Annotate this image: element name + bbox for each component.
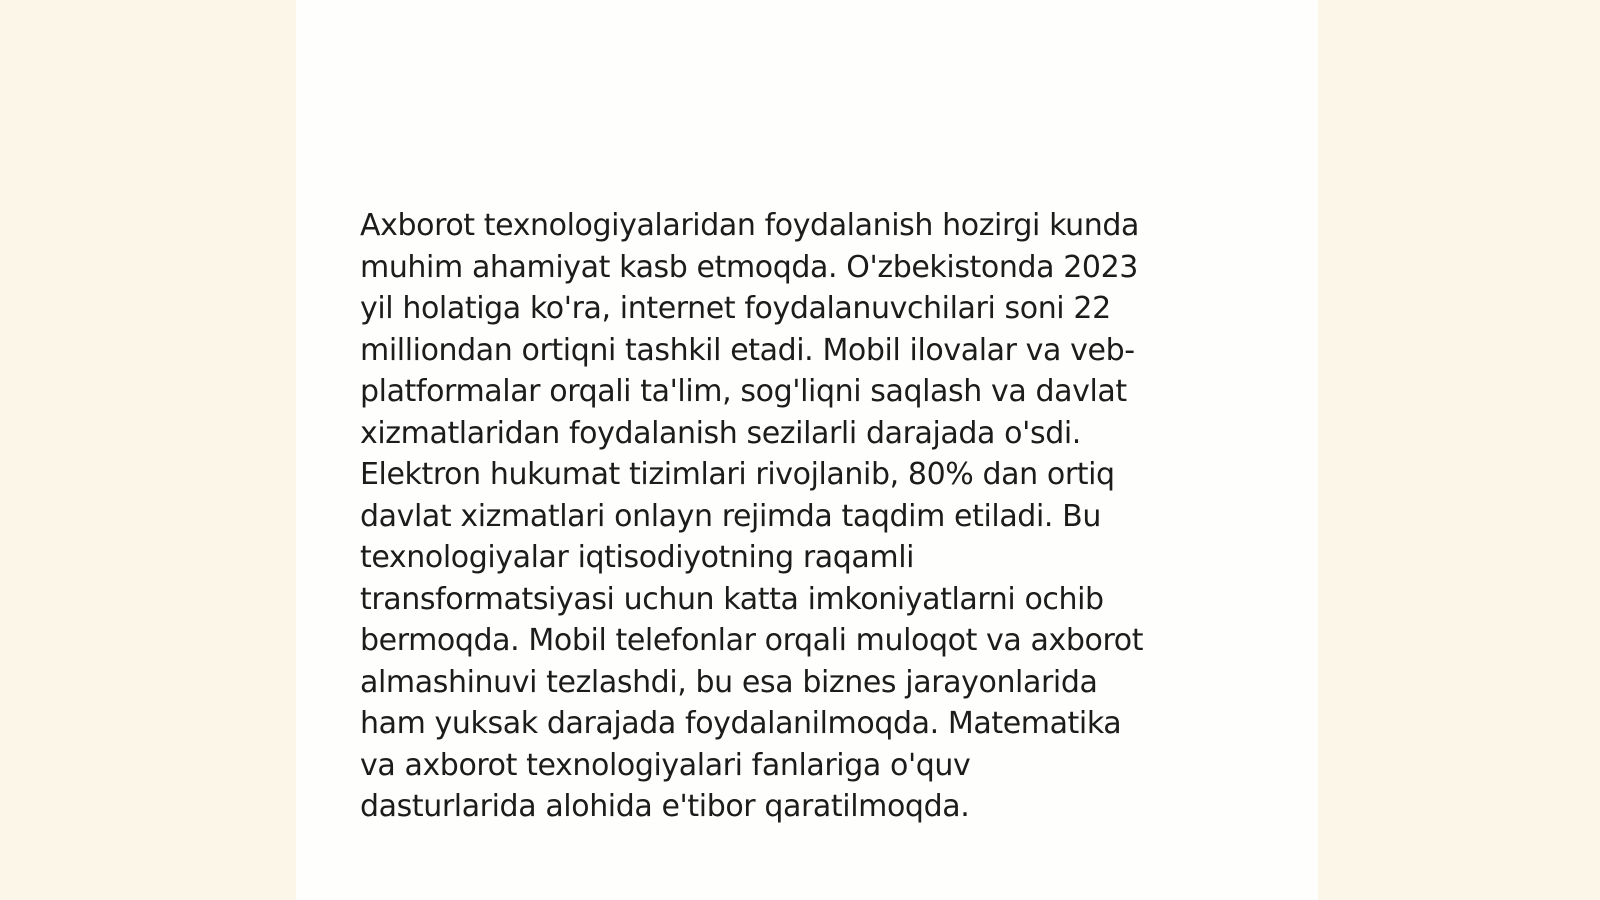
text-line: xizmatlaridan foydalanish sezilarli darajada o'sdi. bbox=[360, 415, 1081, 451]
text-line: Elektron hukumat tizimlari rivojlanib, 80% dan ortiq bbox=[360, 457, 1115, 492]
text-line: muhim ahamiyat kasb etmoqda. O'zbekistonda 2023 bbox=[360, 249, 1138, 285]
text-line: davlat xizmatlari onlayn rejimda taqdim etiladi. Bu bbox=[360, 498, 1101, 534]
document-page bbox=[296, 0, 1318, 900]
text-line: almashinuvi tezlashdi, bu esa biznes jarayonlarida bbox=[360, 664, 1098, 700]
text-line: Axborot texnologiyalaridan foydalanish hozirgi kunda bbox=[360, 208, 1140, 243]
text-line: va axborot texnologiyalari fanlariga o'quv bbox=[360, 747, 971, 783]
text-line: texnologiyalar iqtisodiyotning raqamli bbox=[360, 540, 915, 575]
text-line: platformalar orqali ta'lim, sog'liqni saqlash va davlat bbox=[360, 374, 1127, 409]
body-paragraph bbox=[360, 205, 1260, 828]
text-line: ham yuksak darajada foydalanilmoqda. Matematika bbox=[360, 706, 1122, 741]
text-line: bermoqda. Mobil telefonlar orqali muloqot va axborot bbox=[360, 623, 1144, 658]
text-line: dasturlarida alohida e'tibor qaratilmoqda. bbox=[360, 789, 970, 824]
text-line: yil holatiga ko'ra, internet foydalanuvchilari soni 22 bbox=[360, 291, 1111, 326]
text-line: milliondan ortiqni tashkil etadi. Mobil ilovalar va veb- bbox=[360, 332, 1135, 368]
text-line: transformatsiyasi uchun katta imkoniyatlarni ochib bbox=[360, 581, 1104, 617]
